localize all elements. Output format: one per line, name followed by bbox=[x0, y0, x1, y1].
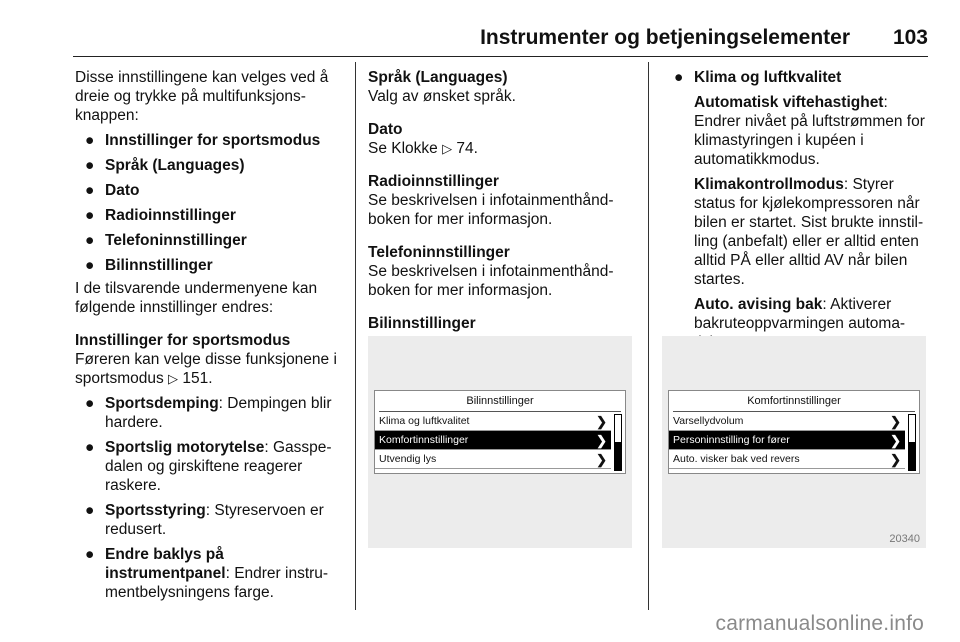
screen-menu-row-selected: Komfortinnstillinger ❯ bbox=[375, 431, 611, 450]
submenu-note: I de tilsvarende undermenyene kan følgende innstillinger endres: bbox=[75, 280, 318, 316]
menu-list-item: ● Innstillinger for sportsmodus bbox=[85, 132, 321, 149]
climate-heading: Klima og luftkvalitet bbox=[694, 69, 842, 86]
rear-defog-paragraph: Auto. avising bak: Aktiverer bakruteoppvarmingen automa- bbox=[694, 296, 906, 332]
bullet-icon: ● bbox=[85, 257, 95, 274]
bullet-icon: ● bbox=[85, 232, 95, 249]
display-screen bbox=[668, 390, 920, 474]
climate-control-paragraph: Klimakontrollmodus: Styrer status for kjølekompressoren når bilen er startet. Sist brukte innstil-ling (anbefalt) eller er alltid enten alltid PÅ eller alltid AV når bilen startes. bbox=[694, 176, 924, 288]
column-3 bbox=[672, 68, 930, 352]
bullet-icon: ● bbox=[85, 157, 95, 174]
date-text: Se Klokke ▷ 74. bbox=[368, 140, 478, 157]
reference-arrow-icon: ▷ bbox=[442, 141, 453, 156]
chevron-right-icon: ❯ bbox=[890, 452, 901, 467]
bullet-icon: ● bbox=[85, 439, 95, 456]
menu-list bbox=[75, 131, 347, 275]
chevron-right-icon: ❯ bbox=[596, 452, 607, 467]
scrollbar bbox=[614, 414, 622, 471]
header-rule bbox=[73, 56, 928, 57]
bullet-icon: ● bbox=[85, 395, 95, 412]
sport-list-item: ● Sportsstyring: Styreservoen er redusert. bbox=[85, 502, 324, 538]
sport-heading: Innstillinger for sportsmodus bbox=[75, 332, 291, 349]
scrollbar-thumb bbox=[909, 442, 915, 470]
comfort-settings-figure bbox=[662, 336, 926, 548]
climate-list-item bbox=[672, 68, 930, 87]
screen-menu-row: Varsellydvolum ❯ bbox=[669, 412, 905, 431]
chevron-right-icon: ❯ bbox=[596, 414, 607, 429]
radio-heading: Radioinnstillinger bbox=[368, 173, 499, 190]
column-1 bbox=[75, 68, 347, 602]
column-divider-1 bbox=[355, 62, 356, 610]
bullet-icon: ● bbox=[85, 502, 95, 519]
chevron-right-icon: ❯ bbox=[596, 433, 607, 448]
bullet-icon: ● bbox=[85, 207, 95, 224]
display-screen bbox=[374, 390, 626, 474]
screen-menu-row: Klima og luftkvalitet ❯ bbox=[375, 412, 611, 431]
screen-menu-row: Auto. visker bak ved revers ❯ bbox=[669, 450, 905, 469]
sport-list-item: ● Sportslig motorytelse: Gasspe-dalen og girskiftene reagerer raskere. bbox=[85, 439, 332, 494]
auto-fan-paragraph: Automatisk viftehastighet: Endrer nivået på luftstrømmen for klimastyringen i kupéen i automatikkmodus. bbox=[694, 94, 925, 168]
figure-number: 20340 bbox=[889, 533, 920, 545]
column-divider-2 bbox=[648, 62, 649, 610]
column-2 bbox=[368, 68, 640, 333]
date-heading: Dato bbox=[368, 121, 403, 138]
menu-list-item: ● Telefoninnstillinger bbox=[85, 232, 247, 249]
phone-text: Se beskrivelsen i infotainmenthånd-boken for mer informasjon. bbox=[368, 263, 614, 299]
menu-list-item: ● Dato bbox=[85, 182, 140, 199]
scrollbar bbox=[908, 414, 916, 471]
bullet-icon: ● bbox=[85, 546, 95, 563]
bullet-icon: ● bbox=[674, 69, 684, 86]
menu-list-item: ● Bilinnstillinger bbox=[85, 257, 213, 274]
screen-menu-row-selected: Personinnstilling for fører ❯ bbox=[669, 431, 905, 450]
vehicle-settings-figure bbox=[368, 336, 632, 548]
vehicle-heading: Bilinnstillinger bbox=[368, 315, 476, 332]
screen-menu-row: Utvendig lys ❯ bbox=[375, 450, 611, 469]
chevron-right-icon: ❯ bbox=[890, 433, 901, 448]
scrollbar-thumb bbox=[615, 442, 621, 470]
page-number: 103 bbox=[892, 26, 928, 49]
radio-text: Se beskrivelsen i infotainmenthånd-boken for mer informasjon. bbox=[368, 192, 614, 228]
sport-list-item: ● Endre baklys på instrumentpanel: Endrer instru-mentbelysningens farge. bbox=[85, 546, 329, 601]
screen-title: Komfortinnstillinger bbox=[747, 395, 841, 407]
intro-text: Disse innstillingene kan velges ved å dreie og trykke på multifunksjons-knappen: bbox=[75, 69, 329, 124]
reference-arrow-icon: ▷ bbox=[168, 371, 179, 386]
bullet-icon: ● bbox=[85, 132, 95, 149]
screen-title: Bilinnstillinger bbox=[466, 395, 534, 407]
watermark: carmanualsonline.info bbox=[715, 612, 924, 635]
sport-text: Føreren kan velge disse funksjonene i sportsmodus ▷ 151. bbox=[75, 351, 337, 387]
language-text: Valg av ønsket språk. bbox=[368, 88, 516, 105]
menu-list-item: ● Radioinnstillinger bbox=[85, 207, 236, 224]
sport-list bbox=[75, 394, 347, 602]
phone-heading: Telefoninnstillinger bbox=[368, 244, 510, 261]
language-heading: Språk (Languages) bbox=[368, 69, 508, 86]
sport-list-item: ● Sportsdemping: Dempingen blir hardere. bbox=[85, 395, 332, 431]
chevron-right-icon: ❯ bbox=[890, 414, 901, 429]
bullet-icon: ● bbox=[85, 182, 95, 199]
menu-list-item: ● Språk (Languages) bbox=[85, 157, 245, 174]
page-header-title: Instrumenter og betjeningselementer bbox=[480, 26, 850, 49]
